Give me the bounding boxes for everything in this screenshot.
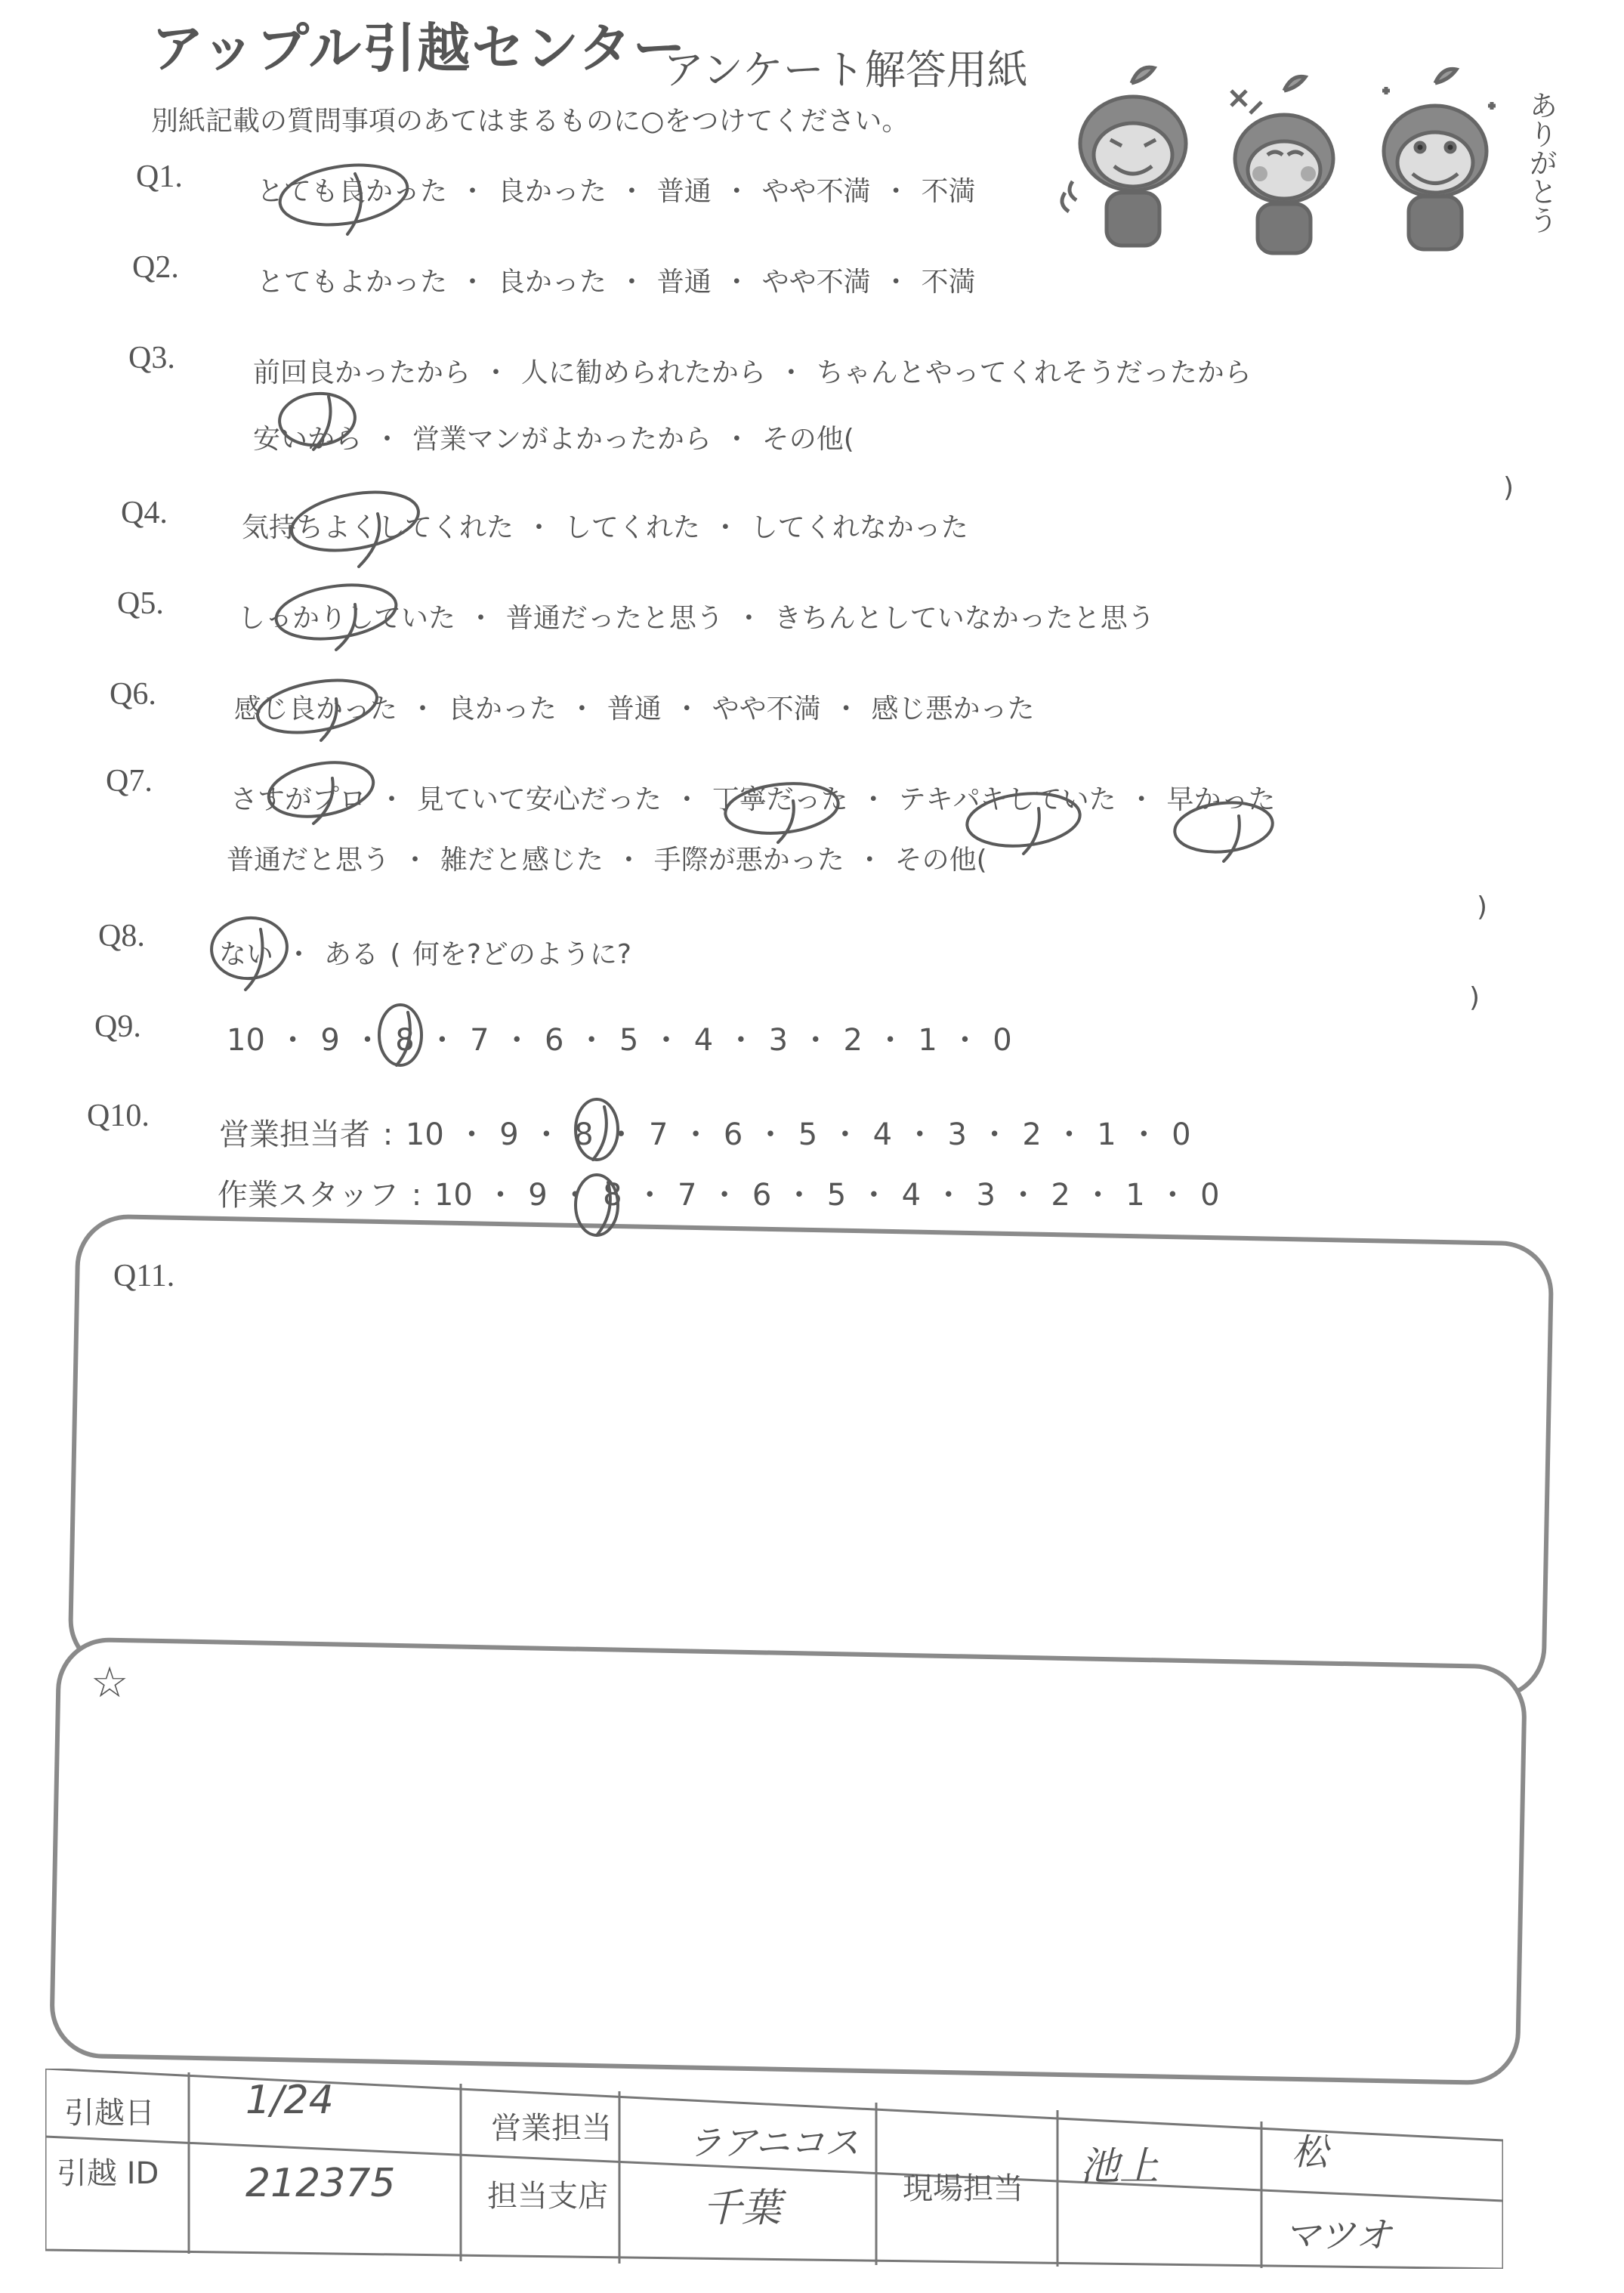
thanks-text: ありがとう [1524,91,1558,234]
q1-options: とても良かった ・ 良かった ・ 普通 ・ やや不満 ・ 不満 [257,176,976,207]
star-label: ☆ [91,1660,129,1707]
q8-paren-close: ) [1469,982,1480,1013]
q3-options-line1: 前回良かったから ・ 人に勧められたから ・ ちゃんとやってくれそうだったから [253,357,1252,388]
sales-label: 営業担当 [491,2111,612,2146]
move-date-value[interactable]: 1/24 [245,2078,334,2123]
q7-options-line1: さすがプロ ・ 見ていて安心だった ・ 丁寧だった ・ テキパキしていた ・ 早かった [230,784,1276,815]
q1-label: Q1. [136,159,183,194]
q11-label: Q11. [113,1259,175,1293]
q6-options: 感じ良かった ・ 良かった ・ 普通 ・ やや不満 ・ 感じ悪かった [234,694,1035,725]
site-label: 現場担当 [903,2171,1023,2206]
star-comment-box[interactable] [49,1636,1527,2085]
mascot-illustration [1057,60,1586,287]
q9-label: Q9. [94,1009,141,1044]
move-id-value[interactable]: 212375 [245,2161,396,2206]
move-id-label: 引越 ID [57,2156,159,2191]
q4-label: Q4. [121,496,168,530]
sales-value[interactable]: ラアニコス [687,2122,860,2163]
q2-label: Q2. [132,250,179,285]
q2-options: とてもよかった ・ 良かった ・ 普通 ・ やや不満 ・ 不満 [257,267,976,298]
q10-staff-scale: 作業スタッフ : 10 ・ 9 ・ 8 ・ 7 ・ 6 ・ 5 ・ 4 ・ 3 ・ 2 ・ 1 ・ 0 [218,1178,1220,1213]
q5-options: しっかりしていた ・ 普通だったと思う ・ きちんとしていなかったと思う [238,603,1155,634]
q4-options: 気持ちよくしてくれた ・ してくれた ・ してくれなかった [242,512,968,543]
form-subtitle: アンケート解答用紙 [663,46,1028,94]
q6-label: Q6. [110,677,156,712]
site-value[interactable]: 池上 [1080,2144,1159,2189]
q7-label: Q7. [106,764,153,799]
q3-paren-close: ) [1503,472,1514,503]
q8-label: Q8. [98,919,145,953]
move-date-label: 引越日 [64,2096,155,2131]
q7-paren-close: ) [1477,892,1488,922]
q8-options: ない ・ ある ( 何を?どのように? [219,939,632,970]
q3-options-line2: 安いから ・ 営業マンがよかったから ・ その他( [253,424,854,455]
q5-label: Q5. [117,586,164,621]
staff-top-value[interactable]: 松 [1292,2131,1329,2174]
branch-label: 担当支店 [487,2179,608,2214]
form-title: アップル引越センター [151,17,687,79]
staff-bottom-value[interactable]: マツオ [1284,2214,1392,2257]
branch-value[interactable]: 千葉 [702,2186,782,2231]
q10-label: Q10. [87,1099,150,1133]
q10-sales-scale: 営業担当者 : 10 ・ 9 ・ 8 ・ 7 ・ 6 ・ 5 ・ 4 ・ 3 ・ 2 ・ 1 ・ 0 [219,1117,1191,1152]
instruction-text: 別紙記載の質問事項のあてはまるものに○をつけてください。 [151,106,909,137]
q3-label: Q3. [128,341,175,375]
q11-comment-box[interactable] [67,1213,1554,1700]
q9-scale: 10 ・ 9 ・ 8 ・ 7 ・ 6 ・ 5 ・ 4 ・ 3 ・ 2 ・ 1 ・ 0 [227,1023,1012,1058]
q7-options-line2: 普通だと思う ・ 雑だと感じた ・ 手際が悪かった ・ その他( [227,845,987,876]
